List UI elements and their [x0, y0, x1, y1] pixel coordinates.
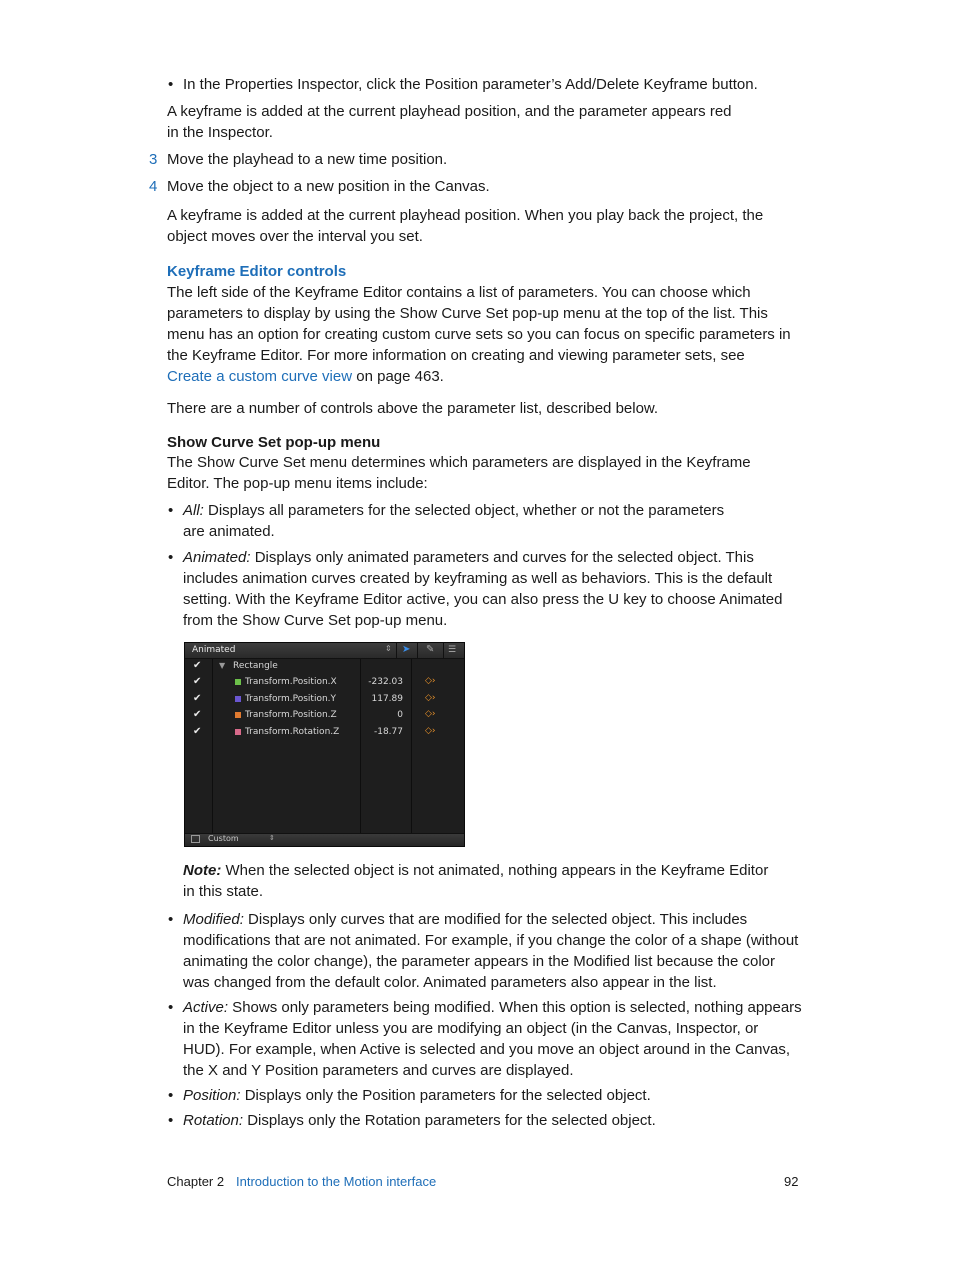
item-text: Displays only animated parameters and curves for the selected object. This includes animation curves created by keyframing as well as behaviors. This is the default setting. With the Keyframe Editor active, you can also press the U key to choose Animated from the Show Curve Set pop-up menu. — [183, 549, 783, 629]
checkbox-checked-icon[interactable]: ✔ — [193, 676, 202, 687]
curve-set-icon[interactable] — [191, 835, 200, 843]
show-curve-set-bar — [185, 643, 464, 659]
section-heading: Keyframe Editor controls — [167, 263, 347, 280]
parameter-row — [185, 692, 464, 708]
divider — [443, 643, 444, 658]
step-text: Move the object to a new position in the Canvas. — [167, 178, 490, 195]
section-paragraph-text-end: on page 463. — [352, 368, 444, 385]
item-text: Displays all parameters for the selected object, whether or not the parameters are animated. — [183, 502, 725, 540]
note-label: Note: — [183, 862, 222, 879]
parameter-value[interactable]: 0 — [397, 710, 403, 720]
disclosure-triangle-icon[interactable]: ▼ — [219, 661, 226, 670]
list-item — [183, 997, 803, 1081]
list-item — [183, 547, 803, 631]
step4-paragraph: A keyframe is added at the current playhead position. When you play back the project, the object moves over the interval you set. — [167, 207, 764, 245]
page-number: 92 — [784, 1174, 799, 1189]
section-paragraph-text: The left side of the Keyframe Editor contains a list of parameters. You can choose which parameters to display by using the Show Curve Set pop-up menu at the top of the list. This menu has an option for creating custom curve sets so you can focus on specific parameters in the Keyframe Editor. For more information on creating and viewing parameter sets, see — [167, 284, 791, 364]
parameter-name: Transform.Rotation.Z — [245, 727, 340, 737]
item-text: Displays only the Position parameters for the selected object. — [240, 1087, 651, 1104]
curve-set-footer — [185, 833, 464, 846]
note-text: When the selected object is not animated, nothing appears in the Keyframe Editor in this state. — [183, 862, 769, 900]
parameter-name: Transform.Position.Z — [245, 710, 337, 720]
subsection-heading: Show Curve Set pop-up menu — [167, 434, 381, 451]
parameter-row — [185, 675, 464, 691]
menu-icon[interactable]: ☰ — [448, 645, 457, 655]
parameter-value[interactable]: -232.03 — [368, 677, 403, 687]
item-term: All: — [183, 502, 204, 519]
parameter-group-row — [185, 659, 464, 675]
keyframe-diamond-icon[interactable]: ◇› — [425, 693, 436, 703]
item-text: Displays only curves that are modified for the selected object. This includes modifications that are not animated. For example, if you change the color of a shape (without animating the color change), the parameter appears in the Modified list because the color was changed from the default color. Animated parameters also appear in the list. — [183, 911, 799, 991]
parameter-name: Transform.Position.X — [245, 677, 337, 687]
parameter-row — [185, 725, 464, 741]
list-item — [183, 1085, 803, 1106]
step-number: 4 — [149, 178, 158, 195]
checkbox-checked-icon[interactable]: ✔ — [193, 726, 202, 737]
divider — [417, 643, 418, 658]
show-curve-set-popup[interactable]: Animated — [192, 645, 236, 655]
note — [183, 860, 783, 902]
curve-color-swatch — [235, 729, 241, 735]
step-number: 3 — [149, 151, 158, 168]
custom-curve-set-popup[interactable]: Custom — [208, 834, 239, 843]
divider — [396, 643, 397, 658]
parameter-name: Transform.Position.Y — [245, 694, 337, 704]
item-term: Rotation: — [183, 1112, 244, 1129]
bullet-dot: • — [168, 76, 174, 93]
curve-color-swatch — [235, 696, 241, 702]
intro-bullet-text: In the Properties Inspector, click the Position parameter’s Add/Delete Keyframe button. — [183, 76, 758, 93]
bullet-dot: • — [168, 549, 174, 566]
item-term: Animated: — [183, 549, 251, 566]
curve-color-swatch — [235, 712, 241, 718]
keyframe-diamond-icon[interactable]: ◇› — [425, 676, 436, 686]
list-item — [183, 500, 728, 542]
create-custom-curve-view-link[interactable]: Create a custom curve view — [167, 368, 353, 385]
select-tool-icon[interactable]: ➤ — [402, 644, 411, 655]
list-item — [183, 909, 803, 993]
item-term: Modified: — [183, 911, 244, 928]
pen-tool-icon[interactable]: ✎ — [426, 644, 435, 655]
footer-chapter-title-link[interactable]: Introduction to the Motion interface — [236, 1174, 437, 1189]
checkbox-checked-icon[interactable]: ✔ — [193, 709, 202, 720]
section-paragraph-2: There are a number of controls above the parameter list, described below. — [167, 400, 659, 417]
item-term: Active: — [183, 999, 229, 1016]
bullet-dot: • — [168, 502, 174, 519]
item-term: Position: — [183, 1087, 241, 1104]
group-name: Rectangle — [233, 661, 278, 671]
parameter-row — [185, 708, 464, 724]
item-text: Displays only the Rotation parameters for the selected object. — [243, 1112, 656, 1129]
keyframe-editor-screenshot — [184, 642, 465, 847]
bullet-dot: • — [168, 1112, 174, 1129]
item-text: Shows only parameters being modified. When this option is selected, nothing appears in the Keyframe Editor unless you are modifying an object (in the Canvas, Inspector, or HUD). For example, when Active is selected and you move an object around in the Canvas, the X and Y Position parameters and curves are displayed. — [183, 999, 802, 1079]
keyframe-diamond-icon[interactable]: ◇› — [425, 709, 436, 719]
keyframe-diamond-icon[interactable]: ◇› — [425, 726, 436, 736]
checkbox-checked-icon[interactable]: ✔ — [193, 693, 202, 704]
bullet-dot: • — [168, 1087, 174, 1104]
bullet-dot: • — [168, 911, 174, 928]
curve-color-swatch — [235, 679, 241, 685]
checkbox-checked-icon[interactable]: ✔ — [193, 660, 202, 671]
intro-paragraph: A keyframe is added at the current playhead position, and the parameter appears red in the Inspector. — [167, 103, 732, 141]
popup-arrows-icon: ⇕ — [269, 834, 275, 842]
subsection-paragraph: The Show Curve Set menu determines which parameters are displayed in the Keyframe Editor. The pop-up menu items include: — [167, 454, 751, 492]
section-paragraph — [167, 282, 792, 387]
parameter-value[interactable]: 117.89 — [371, 694, 403, 704]
step-text: Move the playhead to a new time position. — [167, 151, 448, 168]
bullet-dot: • — [168, 999, 174, 1016]
popup-arrows-icon: ⇕ — [385, 644, 392, 653]
parameter-value[interactable]: -18.77 — [373, 727, 403, 737]
list-item — [183, 1110, 803, 1131]
footer-chapter: Chapter 2 — [167, 1174, 225, 1189]
